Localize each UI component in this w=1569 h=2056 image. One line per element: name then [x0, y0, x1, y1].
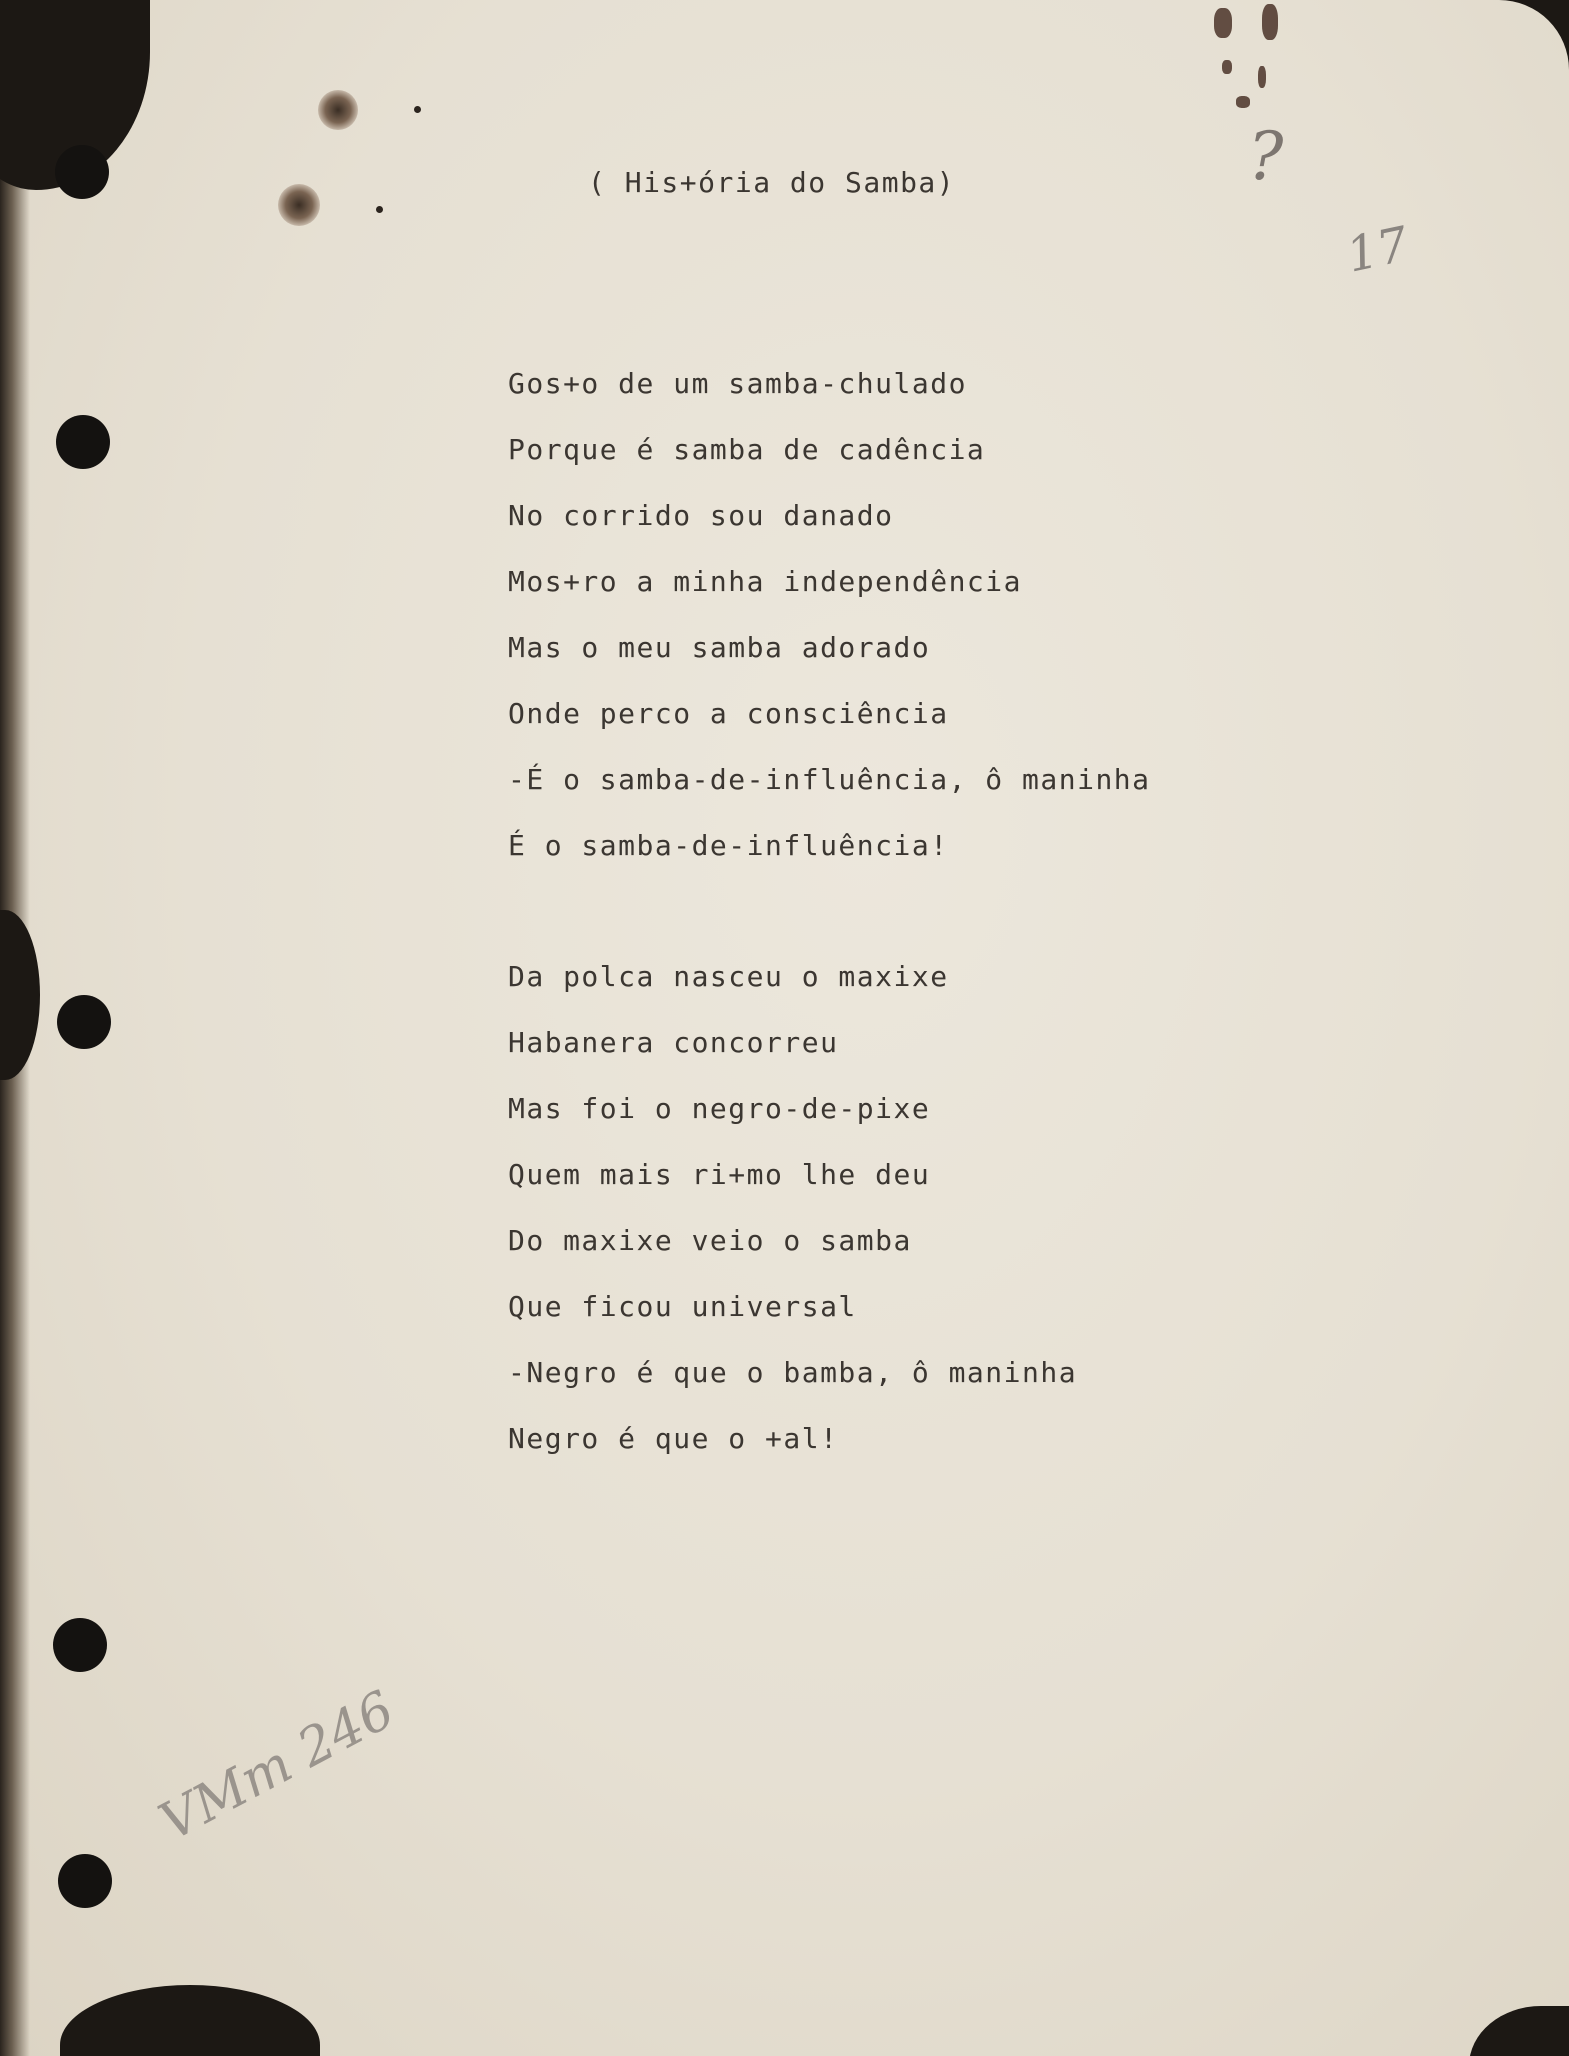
verse-line: Onde perco a consciência: [508, 697, 949, 730]
verse-line: Porque é samba de cadência: [508, 433, 986, 466]
verse-line: Que ficou universal: [508, 1290, 857, 1323]
torn-edge-bottom: [60, 1985, 320, 2056]
verse-line: Mas o meu samba adorado: [508, 631, 931, 664]
handwritten-page-number: 17: [1341, 216, 1414, 284]
verse-line: Do maxixe veio o samba: [508, 1224, 912, 1257]
torn-corner-bottom-right: [1469, 2006, 1569, 2056]
pin-mark: [414, 106, 421, 113]
handwritten-archive-mark: VMm 246: [150, 1679, 405, 1853]
verse-line: Habanera concorreu: [508, 1026, 839, 1059]
stanza-2: [508, 957, 1077, 1485]
ink-stain: [1258, 66, 1266, 88]
punch-hole: [53, 1618, 107, 1672]
rust-stain: [318, 90, 358, 130]
punch-hole: [56, 415, 110, 469]
verse-line: No corrido sou danado: [508, 499, 894, 532]
rust-stain: [278, 184, 320, 226]
verse-line: Quem mais ri+mo lhe deu: [508, 1158, 931, 1191]
handwritten-question-mark: ?: [1248, 118, 1284, 195]
verse-line: Negro é que o +al!: [508, 1422, 839, 1455]
ink-stain: [1222, 60, 1232, 74]
ink-stain: [1214, 8, 1232, 38]
stanza-1: [508, 364, 1151, 892]
ink-stain: [1236, 96, 1250, 108]
verse-line: Gos+o de um samba-chulado: [508, 367, 967, 400]
verse-line: -É o samba-de-influência, ô maninha: [508, 763, 1151, 796]
punch-hole: [55, 145, 109, 199]
verse-line: É o samba-de-influência!: [508, 829, 949, 862]
verse-line: -Negro é que o bamba, ô maninha: [508, 1356, 1078, 1389]
punch-hole: [57, 995, 111, 1049]
verse-line: Mas foi o negro-de-pixe: [508, 1092, 931, 1125]
ink-stain: [1262, 4, 1278, 40]
verse-line: Da polca nasceu o maxixe: [508, 960, 949, 993]
pin-mark: [376, 206, 383, 213]
punch-hole: [58, 1854, 112, 1908]
torn-edge-notch: [0, 910, 40, 1080]
verse-line: Mos+ro a minha independência: [508, 565, 1023, 598]
document-title: ( His+ória do Samba): [588, 166, 956, 199]
